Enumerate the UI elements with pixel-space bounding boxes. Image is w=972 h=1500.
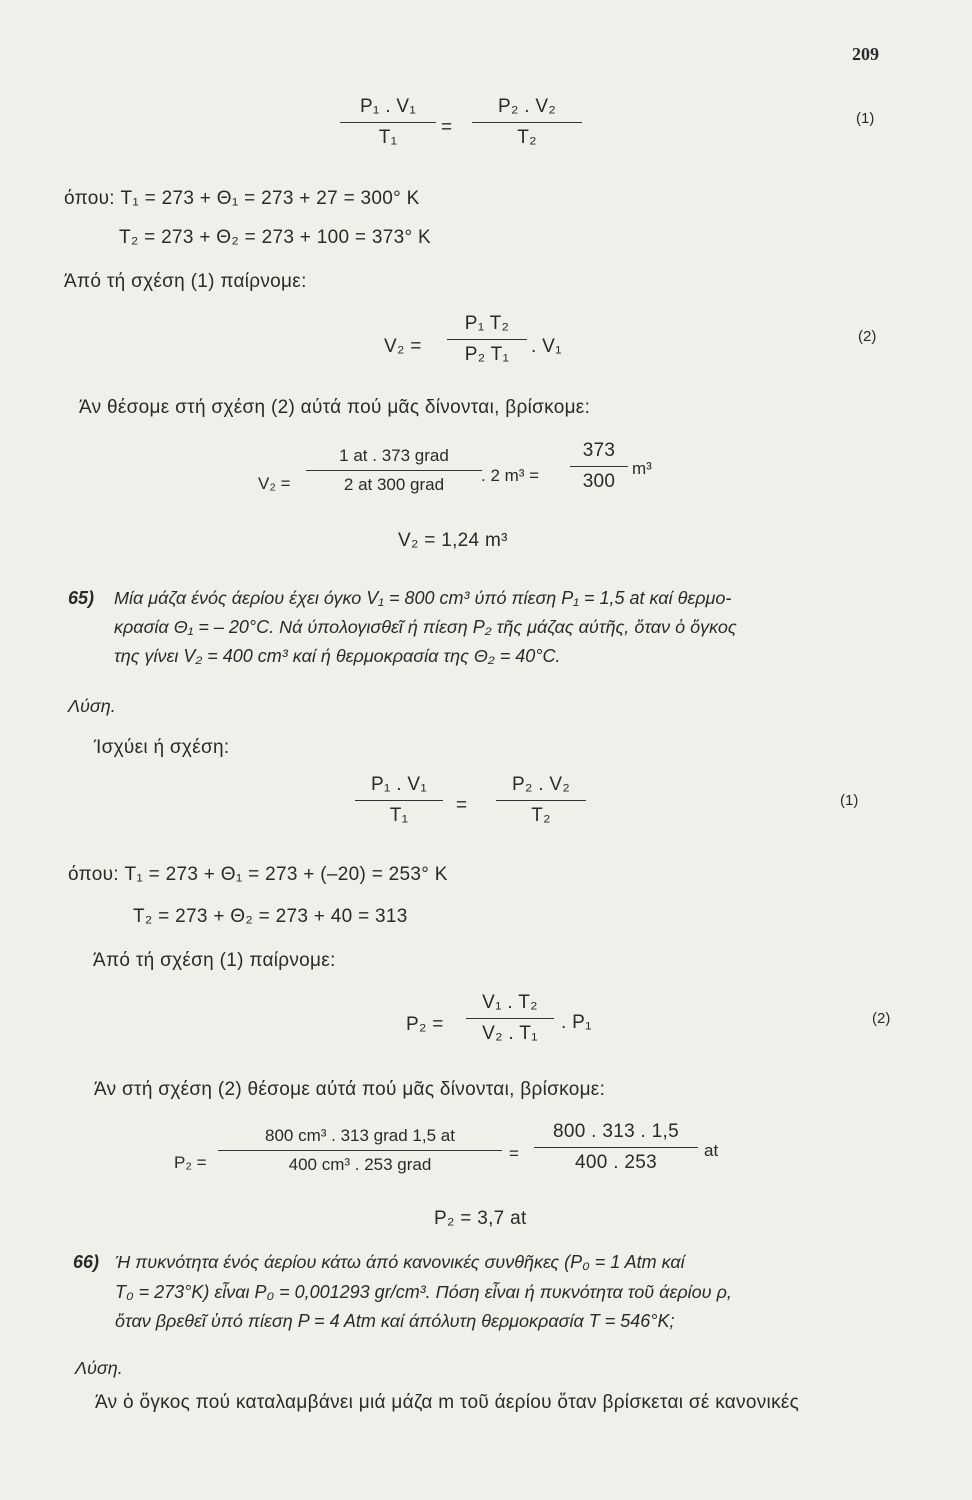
ex64-eq2-label: (2) [858, 328, 877, 345]
ex64-eq1-rhs-fraction [472, 96, 582, 149]
ex65-eq2-fraction [466, 992, 554, 1045]
ex64-t1-line: όπου: T₁ = 273 + Θ₁ = 273 + 27 = 300° K [64, 188, 420, 209]
ex66-problem-line-3: ὅταν βρεθεῖ ὑπό πίεση P = 4 Atm καί άπόλυτη θερμοκρασία T = 546°K; [115, 1311, 675, 1331]
ex65-t2-line: T₂ = 273 + Θ₂ = 273 + 40 = 313 [133, 906, 408, 927]
ex65-eq2-label: (2) [872, 1010, 891, 1027]
ex64-eq2-den: P₂ T₁ [464, 344, 510, 365]
ex65-calc-lhs: P₂ = [174, 1153, 207, 1172]
ex65-eq1-lhs-fraction [355, 774, 443, 827]
ex64-substitute-text: Άν θέσομε στή σχέση (2) αύτά πού μᾶς δίνονται, βρίσκομε: [79, 397, 591, 418]
ex65-t1-line: όπου: T₁ = 273 + Θ₁ = 273 + (–20) = 253° K [68, 864, 448, 885]
ex65-calc-den: 400 cm³ . 253 grad [288, 1155, 432, 1174]
ex64-eq1-label: (1) [856, 110, 875, 127]
ex65-substitute-text: Άν στή σχέση (2) θέσομε αύτά πού μᾶς δίνονται, βρίσκομε: [94, 1079, 606, 1100]
ex65-eq2-den: V₂ . T₁ [482, 1023, 538, 1044]
ex65-holds-text: Ίσχύει ή σχέση: [94, 737, 230, 758]
ex66-number: 66) [73, 1252, 100, 1272]
page-number: 209 [852, 44, 879, 64]
ex65-number: 65) [68, 588, 95, 608]
ex64-result: V₂ = 1,24 m³ [398, 530, 508, 551]
ex66-solution-label: Λύση. [75, 1358, 123, 1378]
ex65-calc-unit: at [704, 1141, 719, 1160]
ex64-calc-num2: 373 [570, 440, 628, 467]
ex65-eq1-label: (1) [840, 792, 859, 809]
ex65-problem-line-1: Μία μάζα ένός άερίου έχει όγκο V₁ = 800 cm³ ύπό πίεση P₁ = 1,5 at καί θερμο- [114, 588, 732, 608]
ex64-calc-den: 2 at 300 grad [343, 475, 445, 494]
ex65-eq1-equals: = [456, 795, 468, 816]
ex65-problem-line-3: της γίνει V₂ = 400 cm³ καί ή θερμοκρασία της Θ₂ = 40°C. [114, 646, 561, 666]
ex64-calc-unit: m³ [632, 459, 652, 478]
ex65-eq2-tail: . P₁ [561, 1012, 592, 1033]
ex64-eq2-tail: . V₁ [531, 336, 562, 357]
ex64-t2-line: T₂ = 273 + Θ₂ = 273 + 100 = 373° K [119, 227, 431, 248]
ex64-calc-den2: 300 [582, 471, 616, 492]
ex65-eq1-rhs-den: T₂ [531, 805, 551, 826]
ex64-eq2-num: P₁ T₂ [447, 313, 527, 340]
ex65-eq1-lhs-den: T₁ [389, 805, 409, 826]
ex65-eq1-rhs-fraction [496, 774, 586, 827]
ex65-calc-fraction [218, 1126, 502, 1175]
ex64-calc-num: 1 at . 373 grad [306, 446, 482, 471]
ex64-calc-fraction [306, 446, 482, 495]
ex66-last-line: Άν ὁ ὅγκος πού καταλαμβάνει μιά μάζα m τοῦ άερίου ὅταν βρίσκεται σέ κανονικές [95, 1392, 800, 1413]
ex64-eq1-lhs-num: P₁ . V₁ [340, 96, 436, 123]
ex65-eq2-num: V₁ . T₂ [466, 992, 554, 1019]
ex64-eq1-lhs-den: T₁ [378, 127, 398, 148]
ex66-problem-line-1: Ή πυκνότητα ένός άερίου κάτω άπό κανονικές συνθῆκες (P₀ = 1 Atm καί [115, 1252, 685, 1272]
ex65-solution-label: Λύση. [68, 696, 116, 716]
ex64-from-relation: Άπό τή σχέση (1) παίρνομε: [64, 271, 307, 292]
ex65-calc-num: 800 cm³ . 313 grad 1,5 at [218, 1126, 502, 1151]
ex66-problem-line-2: T₀ = 273°K) εἶναι P₀ = 0,001293 gr/cm³. Πόση εἶναι ή πυκνότητα τοῦ άερίου ρ, [115, 1282, 732, 1302]
ex65-from-relation: Άπό τή σχέση (1) παίρνομε: [93, 950, 336, 971]
ex64-eq2-lhs: V₂ = [384, 336, 422, 357]
ex64-calc-fraction2 [570, 440, 628, 493]
ex65-eq1-lhs-num: P₁ . V₁ [355, 774, 443, 801]
ex65-calc-num2: 800 . 313 . 1,5 [534, 1121, 698, 1148]
ex65-eq1-rhs-num: P₂ . V₂ [496, 774, 586, 801]
ex65-result: P₂ = 3,7 at [434, 1208, 527, 1229]
ex64-calc-mid: . 2 m³ = [481, 466, 540, 485]
ex64-calc-lhs: V₂ = [258, 474, 291, 493]
ex65-problem-line-2: κρασία Θ₁ = – 20°C. Νά ύπολογισθεῖ ή πίεση P₂ τῆς μάζας αύτῆς, ὅταν ὁ ὅγκος [114, 617, 737, 637]
ex65-calc-fraction2 [534, 1121, 698, 1174]
ex64-eq1-equals: = [441, 117, 453, 138]
ex64-eq1-rhs-den: T₂ [517, 127, 537, 148]
ex64-eq2-fraction [447, 313, 527, 366]
ex65-calc-mid: = [509, 1144, 519, 1163]
ex65-calc-den2: 400 . 253 [575, 1152, 657, 1173]
ex64-eq1-lhs-fraction [340, 96, 436, 149]
ex64-eq1-rhs-num: P₂ . V₂ [472, 96, 582, 123]
ex65-eq2-lhs: P₂ = [406, 1014, 444, 1035]
